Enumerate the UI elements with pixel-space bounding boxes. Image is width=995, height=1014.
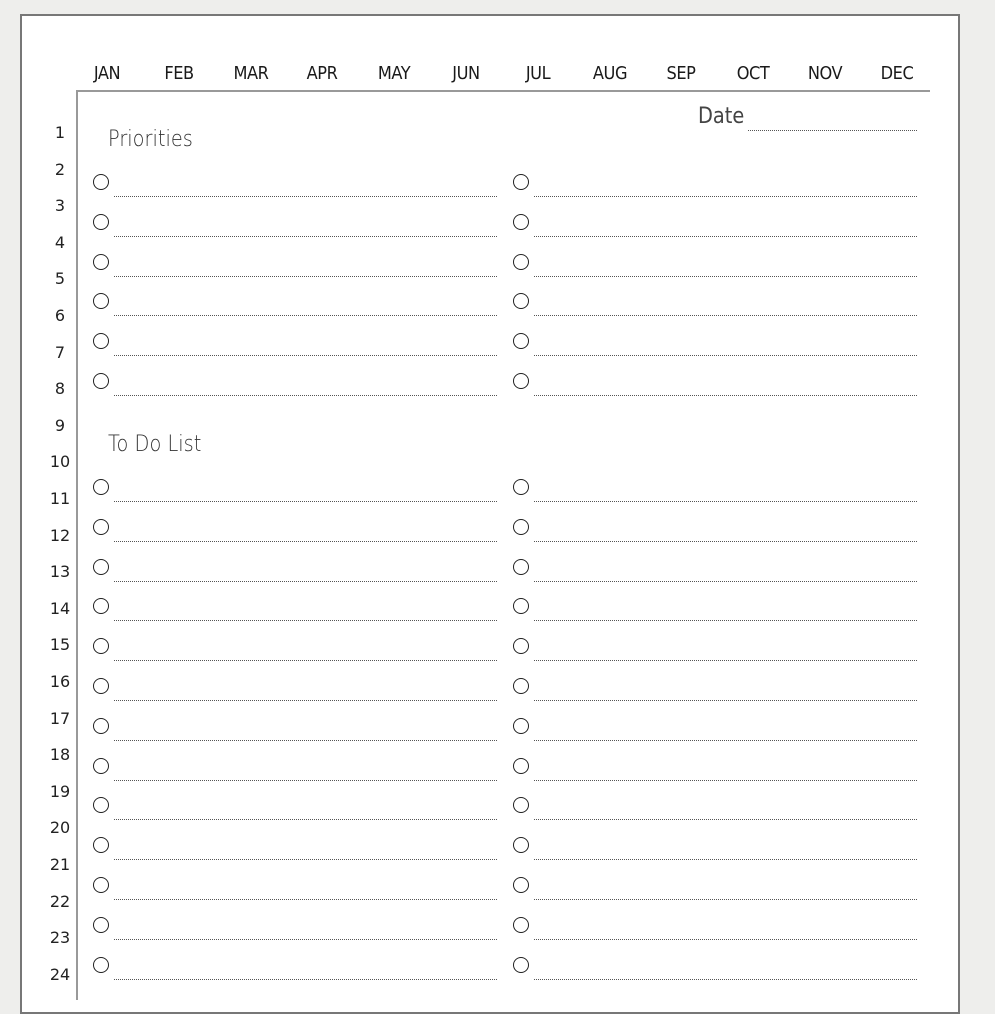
checkbox-circle-icon[interactable] bbox=[513, 917, 529, 933]
day-number: 22 bbox=[49, 891, 71, 911]
entry-line[interactable] bbox=[534, 660, 917, 661]
date-field[interactable] bbox=[748, 130, 917, 131]
day-number: 18 bbox=[49, 745, 71, 765]
day-number: 21 bbox=[49, 855, 71, 874]
entry-line[interactable] bbox=[534, 276, 917, 277]
day-number: 13 bbox=[49, 562, 71, 582]
day-number: 9 bbox=[54, 415, 66, 435]
checkbox-circle-icon[interactable] bbox=[93, 214, 109, 230]
entry-line[interactable] bbox=[534, 315, 917, 316]
day-number: 17 bbox=[49, 708, 71, 728]
planner-page bbox=[20, 14, 960, 1014]
day-number: 8 bbox=[54, 379, 66, 399]
entry-line[interactable] bbox=[114, 620, 497, 621]
day-number: 1 bbox=[54, 123, 66, 142]
month-sep[interactable]: SEP bbox=[666, 63, 696, 84]
month-nov[interactable]: NOV bbox=[807, 63, 843, 84]
entry-line[interactable] bbox=[534, 979, 917, 980]
entry-line[interactable] bbox=[114, 939, 497, 940]
checkbox-circle-icon[interactable] bbox=[513, 877, 529, 893]
entry-line[interactable] bbox=[114, 660, 497, 661]
entry-line[interactable] bbox=[114, 395, 497, 396]
day-number: 5 bbox=[54, 269, 66, 289]
checkbox-circle-icon[interactable] bbox=[93, 174, 109, 190]
entry-line[interactable] bbox=[114, 740, 497, 741]
day-number: 20 bbox=[49, 818, 71, 838]
day-number: 2 bbox=[54, 159, 66, 179]
checkbox-circle-icon[interactable] bbox=[93, 718, 109, 734]
entry-line[interactable] bbox=[534, 395, 917, 396]
entry-line[interactable] bbox=[114, 899, 497, 900]
checkbox-circle-icon[interactable] bbox=[513, 957, 529, 973]
entry-line[interactable] bbox=[114, 700, 497, 701]
month-jan[interactable]: JAN bbox=[93, 63, 121, 84]
priorities-heading: Priorities bbox=[108, 127, 193, 152]
day-number: 23 bbox=[49, 928, 71, 948]
checkbox-circle-icon[interactable] bbox=[93, 479, 109, 495]
month-jul[interactable]: JUL bbox=[525, 63, 550, 84]
todo-heading: To Do List bbox=[108, 432, 202, 457]
day-number: 10 bbox=[49, 452, 71, 472]
month-mar[interactable]: MAR bbox=[233, 63, 269, 84]
entry-line[interactable] bbox=[534, 541, 917, 542]
entry-line[interactable] bbox=[534, 236, 917, 237]
entry-line[interactable] bbox=[534, 899, 917, 900]
entry-line[interactable] bbox=[114, 541, 497, 542]
month-apr[interactable]: APR bbox=[307, 63, 338, 84]
day-number: 15 bbox=[49, 635, 71, 655]
entry-line[interactable] bbox=[114, 196, 497, 197]
checkbox-circle-icon[interactable] bbox=[93, 877, 109, 893]
entry-line[interactable] bbox=[114, 355, 497, 356]
month-oct[interactable]: OCT bbox=[736, 63, 770, 84]
checkbox-circle-icon[interactable] bbox=[513, 174, 529, 190]
entry-line[interactable] bbox=[534, 740, 917, 741]
entry-line[interactable] bbox=[534, 501, 917, 502]
entry-line[interactable] bbox=[534, 355, 917, 356]
entry-line[interactable] bbox=[534, 859, 917, 860]
entry-line[interactable] bbox=[114, 236, 497, 237]
month-jun[interactable]: JUN bbox=[452, 63, 480, 84]
entry-line[interactable] bbox=[534, 939, 917, 940]
day-number: 7 bbox=[54, 342, 66, 362]
entry-line[interactable] bbox=[114, 581, 497, 582]
month-aug[interactable]: AUG bbox=[592, 63, 627, 84]
entry-line[interactable] bbox=[534, 581, 917, 582]
checkbox-circle-icon[interactable] bbox=[513, 718, 529, 734]
checkbox-circle-icon[interactable] bbox=[93, 957, 109, 973]
checkbox-circle-icon[interactable] bbox=[513, 559, 529, 575]
entry-line[interactable] bbox=[534, 620, 917, 621]
checkbox-circle-icon[interactable] bbox=[93, 519, 109, 535]
checkbox-circle-icon[interactable] bbox=[93, 758, 109, 774]
day-number: 24 bbox=[49, 964, 71, 984]
day-number: 4 bbox=[54, 232, 66, 252]
entry-line[interactable] bbox=[114, 979, 497, 980]
month-may[interactable]: MAY bbox=[378, 63, 411, 84]
day-number: 19 bbox=[49, 781, 71, 801]
day-number: 12 bbox=[49, 525, 71, 545]
entry-line[interactable] bbox=[114, 819, 497, 820]
checkbox-circle-icon[interactable] bbox=[513, 373, 529, 389]
checkbox-circle-icon[interactable] bbox=[93, 559, 109, 575]
checkbox-circle-icon[interactable] bbox=[513, 678, 529, 694]
date-label: Date bbox=[698, 104, 745, 129]
entry-line[interactable] bbox=[114, 859, 497, 860]
header-divider bbox=[77, 90, 930, 92]
entry-line[interactable] bbox=[534, 819, 917, 820]
checkbox-circle-icon[interactable] bbox=[513, 758, 529, 774]
entry-line[interactable] bbox=[114, 315, 497, 316]
checkbox-circle-icon[interactable] bbox=[513, 519, 529, 535]
entry-line[interactable] bbox=[114, 501, 497, 502]
checkbox-circle-icon[interactable] bbox=[93, 678, 109, 694]
month-feb[interactable]: FEB bbox=[164, 63, 194, 84]
day-number: 3 bbox=[54, 196, 66, 216]
checkbox-circle-icon[interactable] bbox=[93, 254, 109, 270]
checkbox-circle-icon[interactable] bbox=[93, 373, 109, 389]
entry-line[interactable] bbox=[534, 780, 917, 781]
month-dec[interactable]: DEC bbox=[880, 63, 914, 84]
checkbox-circle-icon[interactable] bbox=[513, 214, 529, 230]
checkbox-circle-icon[interactable] bbox=[93, 917, 109, 933]
entry-line[interactable] bbox=[534, 196, 917, 197]
entry-line[interactable] bbox=[534, 700, 917, 701]
entry-line[interactable] bbox=[114, 276, 497, 277]
checkbox-circle-icon[interactable] bbox=[513, 254, 529, 270]
day-number: 16 bbox=[49, 672, 71, 691]
day-number: 14 bbox=[49, 598, 71, 618]
entry-line[interactable] bbox=[114, 780, 497, 781]
checkbox-circle-icon[interactable] bbox=[513, 479, 529, 495]
day-number: 11 bbox=[49, 489, 71, 508]
day-number: 6 bbox=[54, 306, 66, 325]
